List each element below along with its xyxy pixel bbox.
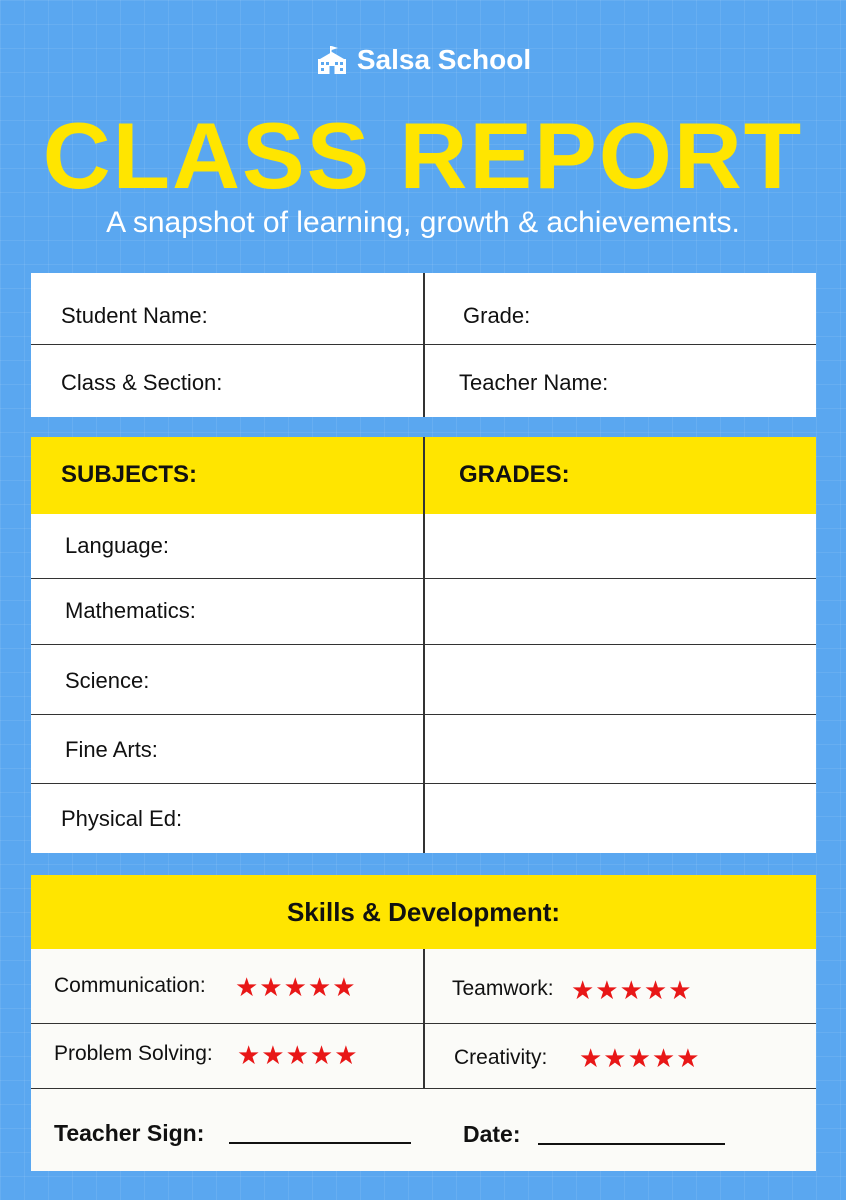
subjects-table bbox=[31, 437, 816, 853]
divider bbox=[423, 273, 425, 417]
skills-card bbox=[31, 875, 816, 1171]
subject-mathematics: Mathematics: bbox=[65, 598, 196, 623]
skill-creativity-label: Creativity: bbox=[454, 1046, 548, 1069]
skill-problem-solving-stars: ★★★★★ bbox=[237, 1040, 359, 1070]
skill-creativity-stars: ★★★★★ bbox=[579, 1043, 701, 1073]
skill-teamwork-label: Teamwork: bbox=[452, 977, 554, 1000]
teacher-sign-line[interactable] bbox=[229, 1142, 411, 1144]
class-section-label: Class & Section: bbox=[61, 370, 223, 395]
skill-communication-stars: ★★★★★ bbox=[235, 972, 357, 1002]
divider bbox=[423, 949, 425, 1089]
subject-fine-arts: Fine Arts: bbox=[65, 737, 158, 762]
brand bbox=[0, 44, 846, 76]
student-name-label: Student Name: bbox=[61, 303, 208, 328]
grades-header: GRADES: bbox=[459, 461, 570, 488]
subject-physical-ed: Physical Ed: bbox=[61, 806, 183, 831]
page-title: CLASS REPORT bbox=[42, 103, 804, 208]
subjects-header: SUBJECTS: bbox=[61, 461, 198, 488]
subject-science: Science: bbox=[65, 668, 150, 693]
skills-header: Skills & Development: bbox=[286, 897, 561, 927]
divider bbox=[423, 437, 425, 853]
school-building-icon bbox=[315, 45, 349, 75]
grade-label: Grade: bbox=[463, 303, 531, 328]
skill-problem-solving-label: Problem Solving: bbox=[54, 1042, 213, 1065]
page-subtitle: A snapshot of learning, growth & achievements. bbox=[106, 206, 740, 239]
skill-teamwork-stars: ★★★★★ bbox=[571, 975, 693, 1005]
teacher-sign-label: Teacher Sign: bbox=[54, 1120, 205, 1146]
teacher-name-label: Teacher Name: bbox=[459, 370, 609, 395]
skill-communication-label: Communication: bbox=[54, 974, 206, 997]
date-label: Date: bbox=[463, 1121, 521, 1147]
date-line[interactable] bbox=[538, 1143, 725, 1145]
student-info-card bbox=[31, 273, 816, 417]
brand-name: Salsa School bbox=[356, 44, 532, 75]
subject-language: Language: bbox=[65, 533, 169, 558]
